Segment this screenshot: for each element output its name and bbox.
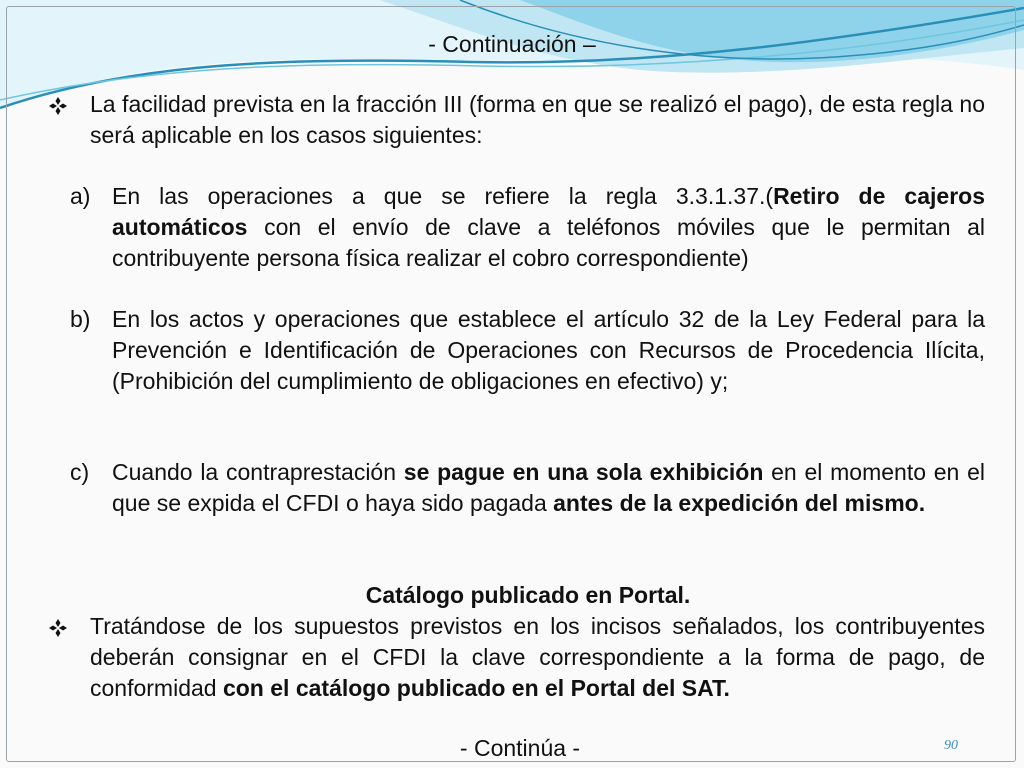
diamond-four-icon xyxy=(48,618,68,638)
catalog-subheading: Catálogo publicado en Portal. xyxy=(365,582,691,608)
item-a-bold-1: Retiro de cajeros automáticos xyxy=(112,183,985,240)
list-item-b xyxy=(112,304,985,397)
item-a-text-1: En las operaciones a que se refiere la regla 3.3.1.37.( xyxy=(112,183,774,209)
closing-bold-1: con el catálogo publicado en el Portal del SAT. xyxy=(222,675,730,701)
item-c-text-1: Cuando la contraprestación xyxy=(112,459,404,485)
item-marker-a: a) xyxy=(70,183,91,209)
closing-text-1: Tratándose de los supuestos previstos en los incisos señalados, los contribuyentes deberán consignar en el CFDI la clave correspondiente a la forma de pago, de conformidad xyxy=(90,613,985,701)
item-b-text-1: En los actos y operaciones que establece el artículo 32 de la Ley Federal para la Prevención e Identificación de Operaciones con Recursos de Procedencia Ilícita, (Prohibición del cumplimiento de obligaciones en efectivo) y; xyxy=(112,306,985,394)
intro-paragraph: La facilidad prevista en la fracción III (forma en que se realizó el pago), de esta regla no será aplicable en los casos siguientes: xyxy=(90,91,985,148)
item-a-text-2: con el envío de clave a teléfonos móviles que le permitan al contribuyente persona física realizar el cobro correspondiente) xyxy=(112,214,985,271)
item-marker-c: c) xyxy=(70,459,90,485)
page-number: 90 xyxy=(944,738,958,753)
slide-title: - Continuación – xyxy=(428,31,596,57)
item-c-text-2: en el momento en el que se expida el CFDI o haya sido pagada xyxy=(112,459,985,516)
closing-paragraph xyxy=(90,611,985,704)
item-c-bold-2: antes de la expedición del mismo. xyxy=(553,490,926,516)
diamond-four-icon xyxy=(48,96,68,116)
continues-label: - Continúa - xyxy=(459,735,581,761)
item-marker-b: b) xyxy=(70,306,91,332)
list-item-c xyxy=(112,457,985,519)
list-item-a xyxy=(112,181,985,274)
item-c-bold-1: se pague en una sola exhibición xyxy=(403,459,764,485)
